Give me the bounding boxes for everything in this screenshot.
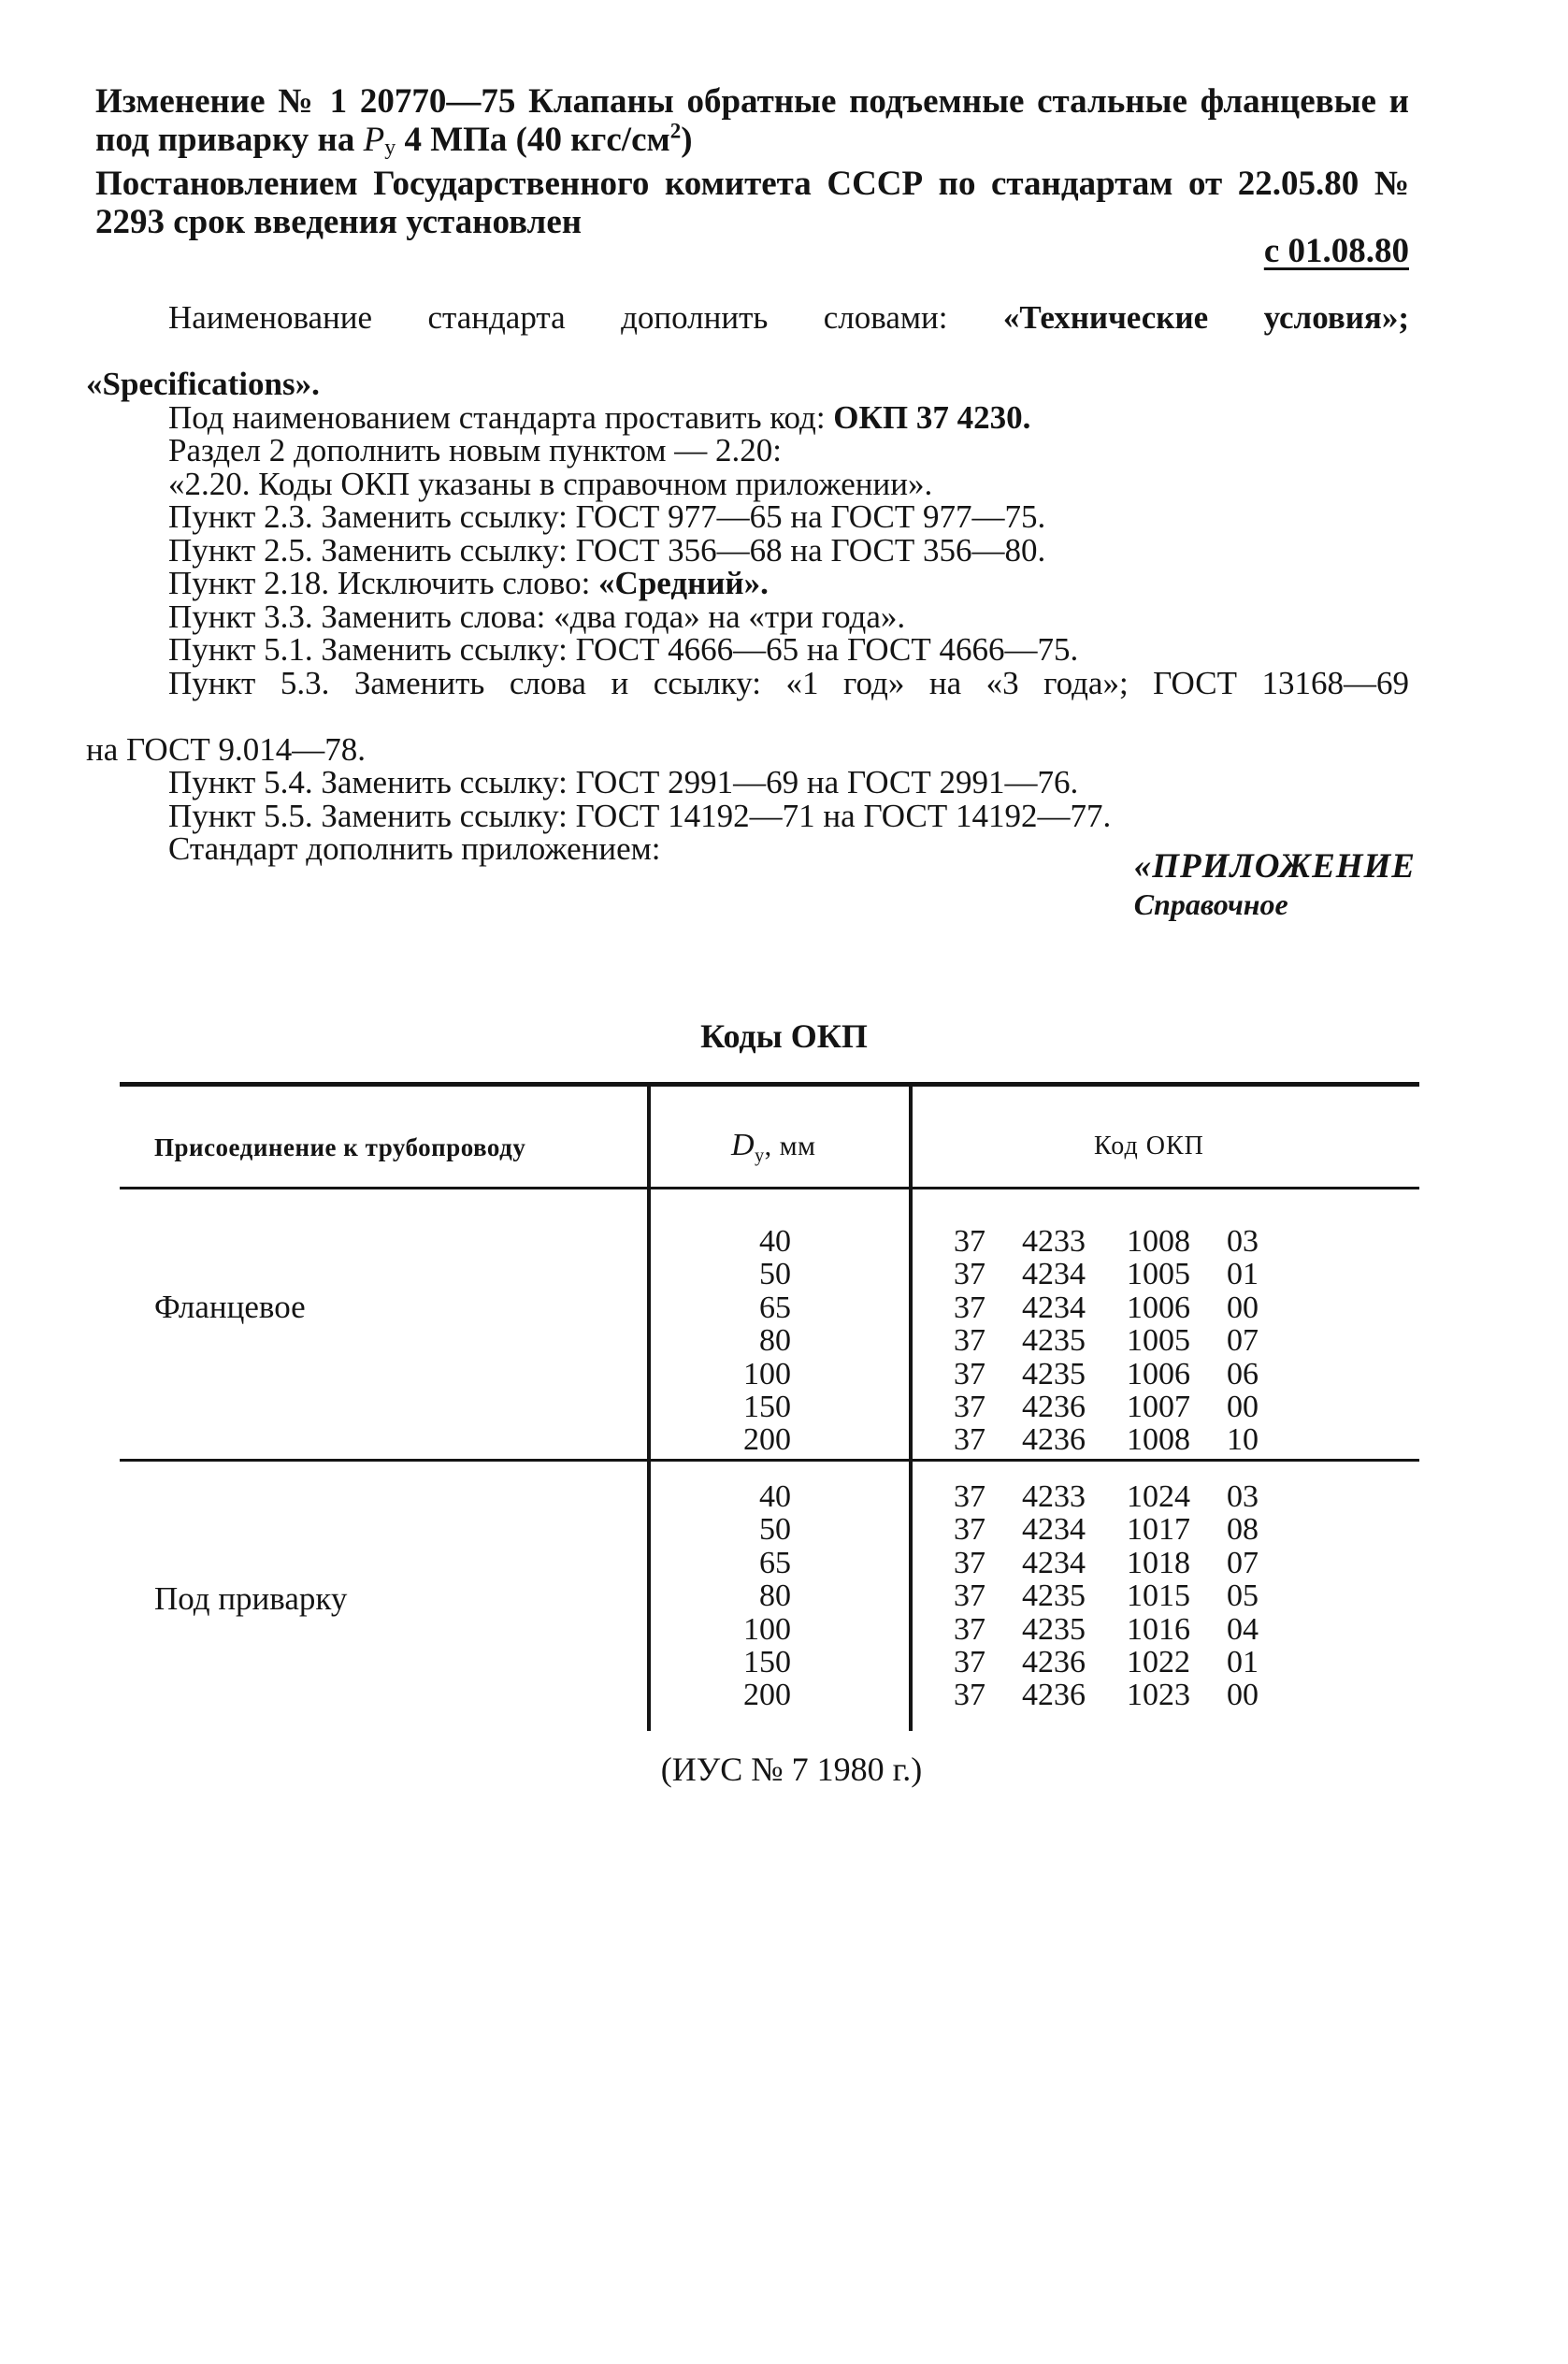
dy-cell: 100 bbox=[743, 1611, 791, 1647]
code-part-cell: 37 bbox=[954, 1257, 985, 1292]
dy-cell: 200 bbox=[743, 1422, 791, 1458]
code-part-cell: 37 bbox=[954, 1611, 985, 1647]
pressure-symbol: Pу bbox=[363, 121, 396, 160]
code-part-cell: 4236 bbox=[1022, 1645, 1086, 1679]
code-part-cell: 37 bbox=[954, 1224, 985, 1259]
table-col-divider bbox=[909, 1085, 913, 1731]
code-part-cell: 06 bbox=[1227, 1356, 1259, 1391]
code-part-cell: 4234 bbox=[1022, 1545, 1086, 1580]
code-part-cell: 00 bbox=[1227, 1678, 1259, 1713]
dy-cell: 150 bbox=[743, 1390, 791, 1424]
code-part-cell: 4235 bbox=[1022, 1356, 1086, 1391]
appendix-title: «ПРИЛОЖЕНИЕ bbox=[1133, 847, 1416, 886]
body-paragraph: Пункт 3.3. Заменить слова: «два года» на «три года». bbox=[168, 598, 906, 635]
group-label-flanged: Фланцевое bbox=[154, 1289, 306, 1325]
code-part-cell: 03 bbox=[1227, 1479, 1259, 1514]
body-paragraph: Пункт 2.5. Заменить ссылку: ГОСТ 356—68 на ГОСТ 356—80. bbox=[168, 531, 1046, 569]
code-part-cell: 01 bbox=[1227, 1645, 1259, 1679]
table-header-rule bbox=[120, 1187, 1419, 1189]
appendix-label bbox=[1134, 847, 1416, 922]
code-part-cell: 1015 bbox=[1127, 1578, 1190, 1614]
code-part-cell: 37 bbox=[954, 1545, 985, 1580]
code-part-cell: 37 bbox=[954, 1356, 985, 1391]
body-paragraph: Пункт 2.3. Заменить ссылку: ГОСТ 977—65 на ГОСТ 977—75. bbox=[168, 498, 1046, 535]
code-part-cell: 4234 bbox=[1022, 1257, 1086, 1292]
body-paragraph: Пункт 5.1. Заменить ссылку: ГОСТ 4666—65 на ГОСТ 4666—75. bbox=[168, 631, 1079, 668]
group-label-welded: Под приварку bbox=[154, 1580, 348, 1617]
dy-cell: 40 bbox=[759, 1479, 791, 1514]
code-part-cell: 1007 bbox=[1127, 1390, 1190, 1424]
body-paragraph: Пункт 2.18. Исключить слово: «Средний». bbox=[168, 565, 769, 601]
code-part-cell: 05 bbox=[1227, 1578, 1259, 1614]
code-part-cell: 1022 bbox=[1127, 1645, 1190, 1679]
code-part-cell: 07 bbox=[1227, 1323, 1259, 1359]
code-part-cell: 01 bbox=[1227, 1257, 1259, 1292]
effective-date: с 01.08.80 bbox=[1263, 232, 1409, 270]
dy-cell: 40 bbox=[759, 1224, 791, 1259]
body-paragraph: Раздел 2 дополнить новым пунктом — 2.20: bbox=[168, 432, 782, 468]
body-paragraph: Наименование стандарта дополнить словами: «Технические условия»; bbox=[168, 299, 1409, 336]
code-part-cell: 1006 bbox=[1127, 1290, 1190, 1325]
column-header-dy: $D_у$, мм bbox=[731, 1128, 816, 1166]
code-part-cell: 4233 bbox=[1022, 1224, 1086, 1259]
code-part-cell: 37 bbox=[954, 1512, 985, 1548]
code-part-cell: 00 bbox=[1227, 1290, 1259, 1325]
body-paragraph-cont: на ГОСТ 9.014—78. bbox=[86, 730, 367, 768]
code-part-cell: 37 bbox=[954, 1645, 985, 1679]
amendment-body bbox=[86, 301, 1409, 866]
decree-text: Постановлением Государственного комитета СССР по стандартам от 22.05.80 № 2293 срок введения установлен bbox=[95, 165, 1409, 241]
code-part-cell: 1006 bbox=[1127, 1356, 1190, 1391]
code-part-cell: 1024 bbox=[1127, 1479, 1190, 1514]
dy-cell: 50 bbox=[759, 1257, 791, 1292]
code-part-cell: 37 bbox=[954, 1479, 985, 1514]
dy-cell: 65 bbox=[759, 1545, 791, 1580]
code-part-cell: 4235 bbox=[1022, 1323, 1086, 1359]
code-part-cell: 10 bbox=[1227, 1422, 1259, 1458]
source-reference: (ИУС № 7 1980 г.) bbox=[660, 1751, 923, 1788]
code-part-cell: 37 bbox=[954, 1290, 985, 1325]
code-part-cell: 07 bbox=[1227, 1545, 1259, 1580]
body-paragraph: Пункт 5.4. Заменить ссылку: ГОСТ 2991—69 на ГОСТ 2991—76. bbox=[168, 764, 1079, 800]
column-header-code: Код ОКП bbox=[1094, 1132, 1204, 1160]
code-part-cell: 1023 bbox=[1127, 1678, 1190, 1713]
code-part-cell: 37 bbox=[954, 1323, 985, 1359]
table-group-rule bbox=[120, 1459, 1419, 1462]
code-part-cell: 4236 bbox=[1022, 1422, 1086, 1458]
dy-cell: 50 bbox=[759, 1512, 791, 1548]
amendment-title-text: Изменение № 1 20770—75 Клапаны обратные подъемные стальные фланцевые и под приварку на bbox=[95, 82, 1409, 159]
code-part-cell: 1016 bbox=[1127, 1611, 1190, 1647]
code-part-cell: 00 bbox=[1227, 1390, 1259, 1424]
body-paragraph-cont: «Specifications». bbox=[86, 366, 320, 402]
body-paragraph: Стандарт дополнить приложением: bbox=[168, 830, 661, 867]
code-part-cell: 03 bbox=[1227, 1224, 1259, 1259]
dy-cell: 80 bbox=[759, 1578, 791, 1614]
table-col-divider bbox=[647, 1085, 651, 1731]
code-part-cell: 04 bbox=[1227, 1611, 1259, 1647]
code-part-cell: 4236 bbox=[1022, 1390, 1086, 1424]
code-part-cell: 37 bbox=[954, 1678, 985, 1713]
table-top-rule bbox=[120, 1082, 1419, 1087]
code-part-cell: 4233 bbox=[1022, 1479, 1086, 1514]
code-part-cell: 1018 bbox=[1127, 1545, 1190, 1580]
body-paragraph: Пункт 5.3. Заменить слова и ссылку: «1 год» на «3 года»; ГОСТ 13168—69 bbox=[168, 664, 1409, 701]
code-part-cell: 4234 bbox=[1022, 1290, 1086, 1325]
table-title: Коды ОКП bbox=[700, 1017, 868, 1055]
amendment-title: Изменение № 1 20770—75 Клапаны обратные подъемные стальные фланцевые и под приварку на Pу 4 МПа (40 кгс/$см^2$) bbox=[95, 82, 1409, 160]
pressure-value: 4 МПа (40 кгс/см bbox=[396, 121, 670, 159]
code-part-cell: 1005 bbox=[1127, 1257, 1190, 1292]
body-paragraph: «2.20. Коды ОКП указаны в справочном приложении». bbox=[168, 465, 933, 502]
dy-cell: 65 bbox=[759, 1290, 791, 1325]
unit-superscript: 2 bbox=[669, 119, 682, 143]
body-paragraph: Под наименованием стандарта проставить код: ОКП 37 4230. bbox=[168, 398, 1031, 436]
code-part-cell: 1008 bbox=[1127, 1224, 1190, 1259]
code-part-cell: 1005 bbox=[1127, 1323, 1190, 1359]
dy-cell: 100 bbox=[743, 1356, 791, 1391]
code-part-cell: 37 bbox=[954, 1578, 985, 1614]
code-part-cell: 4235 bbox=[1022, 1578, 1086, 1614]
code-part-cell: 4236 bbox=[1022, 1678, 1086, 1713]
code-part-cell: 37 bbox=[954, 1390, 985, 1424]
dy-cell: 200 bbox=[743, 1678, 791, 1713]
code-part-cell: 08 bbox=[1227, 1512, 1259, 1548]
body-paragraph: Пункт 5.5. Заменить ссылку: ГОСТ 14192—71 на ГОСТ 14192—77. bbox=[168, 797, 1112, 834]
appendix-subtitle: Справочное bbox=[1133, 887, 1288, 921]
dy-cell: 80 bbox=[759, 1323, 791, 1359]
code-part-cell: 1017 bbox=[1127, 1512, 1190, 1548]
code-part-cell: 37 bbox=[954, 1422, 985, 1458]
code-part-cell: 4235 bbox=[1022, 1611, 1086, 1647]
dy-cell: 150 bbox=[743, 1645, 791, 1679]
code-part-cell: 1008 bbox=[1127, 1422, 1190, 1458]
code-part-cell: 4234 bbox=[1022, 1512, 1086, 1548]
column-header-connection: Присоединение к трубопроводу bbox=[154, 1133, 526, 1161]
